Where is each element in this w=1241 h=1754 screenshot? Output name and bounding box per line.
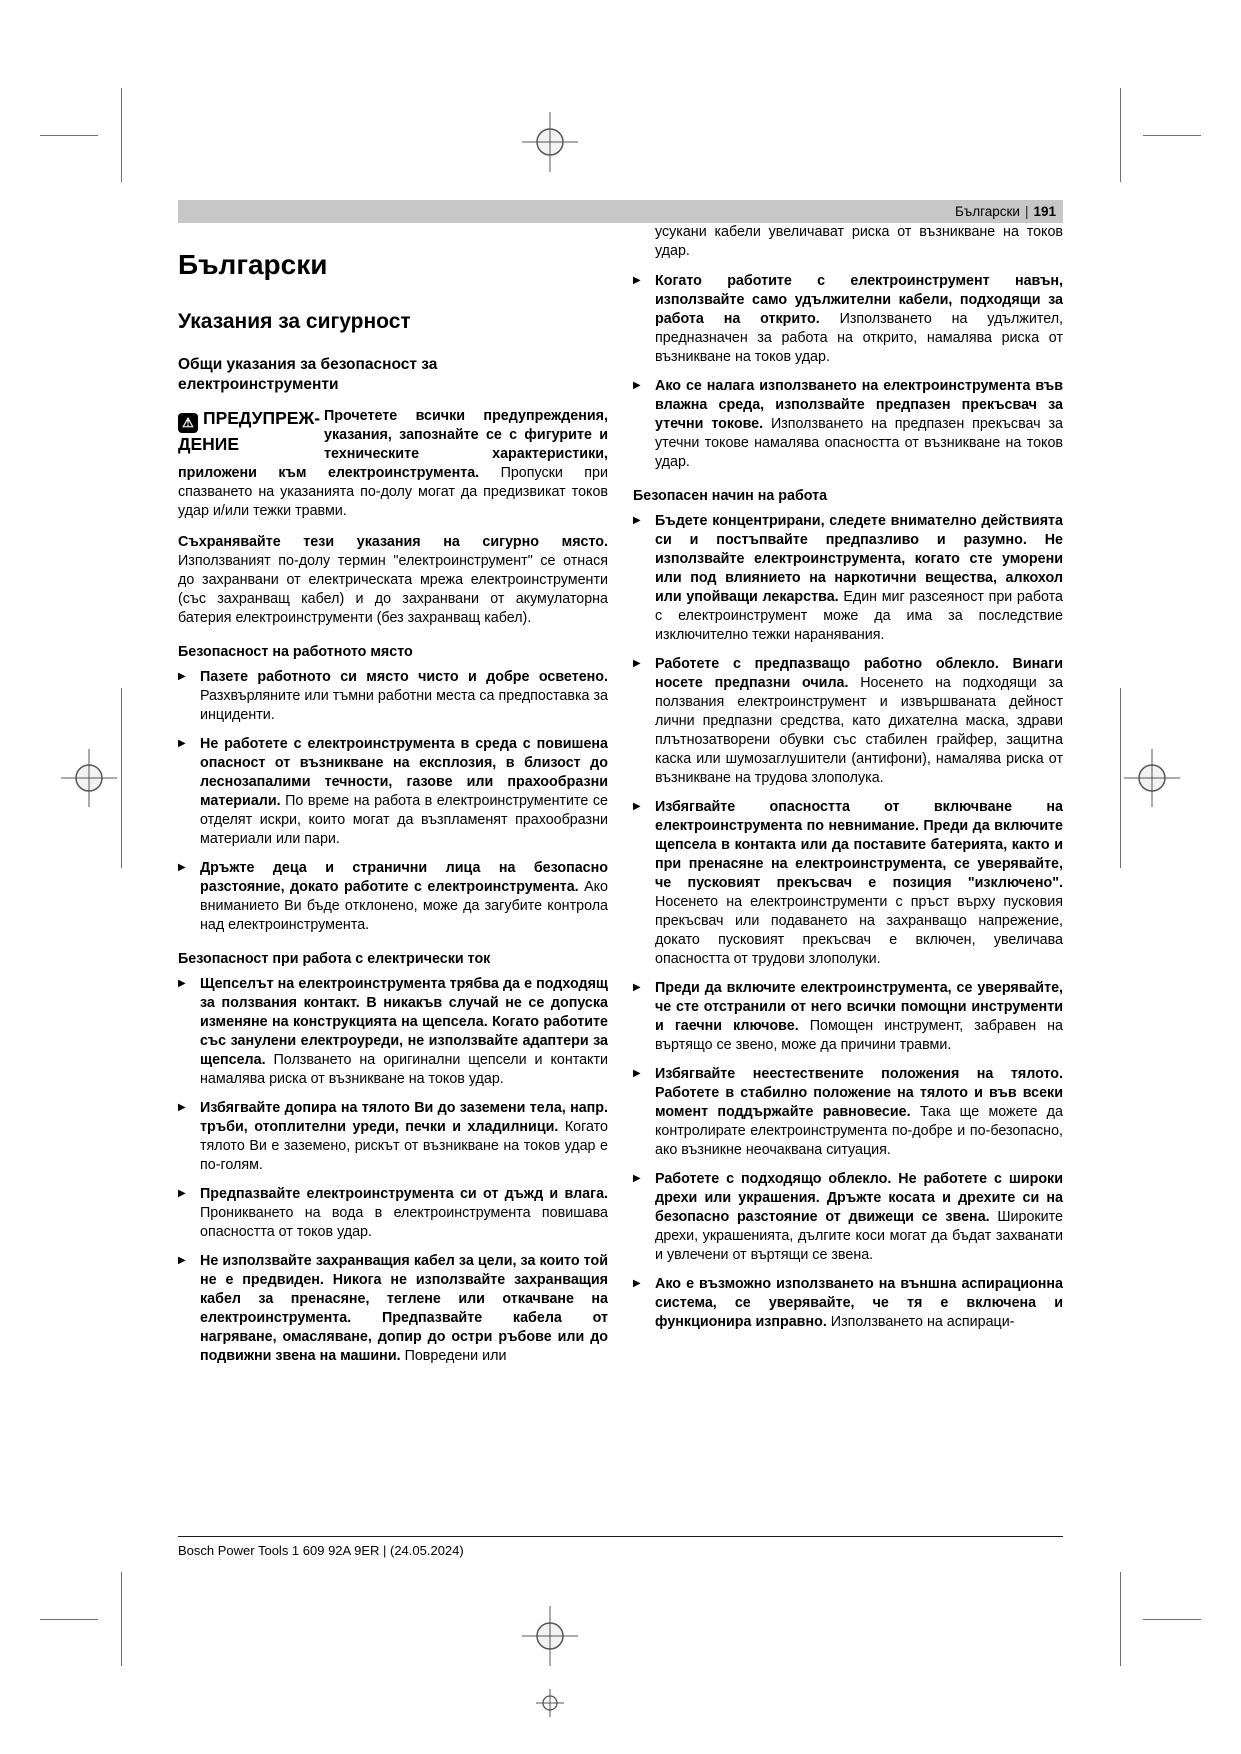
left-column <box>178 223 608 1376</box>
bullet-arrow-icon: ▶ <box>633 801 641 812</box>
workplace-safety-heading: Безопасност на работното място <box>178 643 413 660</box>
keep-instructions-note <box>178 533 608 628</box>
safety-bullet-item <box>178 1185 608 1242</box>
bullet-arrow-icon: ▶ <box>633 1068 641 1079</box>
safety-bullet-item <box>633 1065 1063 1160</box>
keep-note-bold: Съхранявайте тези указания на сигурно място. <box>178 533 608 550</box>
safety-bullet-item <box>178 668 608 725</box>
bullet-arrow-icon: ▶ <box>178 977 186 989</box>
registration-mark-bottom-center-icon <box>521 1606 579 1666</box>
bullet-bold-text: Избягвайте допира на тялото Ви до заземени тела, напр. тръби, отоплителни уреди, печки и хладилници. <box>200 1099 608 1135</box>
bullet-body-text: Носенето на подходящи за ползвания електроинструмент и извършваната дейност лични предпазни средства, като дихателна маска, здрави плътнозатворени обувки със стабилен грайфер, защитна каска или шумозаглушители (антифони), намалява риска от възникване на трудова злополука. <box>655 675 1063 786</box>
warning-label-line1 <box>178 407 324 433</box>
safety-bullet-item <box>178 975 608 1089</box>
bullet-bold-text: Не работете с електроинструмента в среда с повишена опасност от възникване на експлозия, в близост до леснозапалими течности, газове или прахообразни материали. <box>200 735 608 809</box>
two-column-layout <box>178 223 1063 1376</box>
safety-bullet-item <box>633 798 1063 969</box>
warning-box <box>178 407 608 521</box>
warning-triangle-icon: ⚠ <box>178 413 198 433</box>
bullet-bold-text: Предпазвайте електроинструмента си от дъжд и влага. <box>200 1185 608 1202</box>
crop-mark-bottom-left-h <box>40 1619 98 1620</box>
bullet-bold-text: Избягвайте неестествените положения на тялото. Работете в стабилно положение на тялото и във всеки момент поддържайте равновесие. <box>655 1066 1063 1120</box>
header-separator: | <box>1024 204 1029 219</box>
bullet-arrow-icon: ▶ <box>178 861 186 873</box>
footer-text: Bosch Power Tools 1 609 92A 9ER | (24.05.2024) <box>178 1543 464 1558</box>
bullet-arrow-icon: ▶ <box>633 658 641 669</box>
bullet-bold-text: Работете с подходящо облекло. Не работете с широки дрехи или украшения. Дръжте косата и дрехите си на безопасно разстояние от движещи се звена. <box>655 1171 1063 1225</box>
page-title: Български <box>178 249 328 280</box>
keep-note-text: Използваният по-долу термин "електроинструмент" се отнася до захранвани от електрическата мрежа електроинструменти (със захранващ кабел) и до захранвани от акумулаторна батерия електроинструменти (без захранващ кабел). <box>178 552 608 626</box>
warning-word-2: ДЕНИЕ <box>178 433 240 454</box>
bullet-bold-text: Когато работите с електроинструмент навън, използвайте само удължителни кабели, подходящи за работа на открито. <box>655 273 1063 327</box>
right-column <box>633 223 1063 1376</box>
bullet-body-text: Проникването на вода в електроинструмента повишава опасността от токов удар. <box>200 1204 608 1240</box>
bullet-bold-text: Избягвайте опасността от включване на електроинструмента по невнимание. Преди да включите щепсела в контакта или да поставите батерията, както и при пренасяне на електроинструмента, се уверявайте, че пусковият прекъсвач е позиция "изключено". <box>655 799 1063 891</box>
bullet-bold-text: Пазете работното си място чисто и добре осветено. <box>200 668 608 685</box>
bullet-arrow-icon: ▶ <box>178 1101 186 1113</box>
bullet-body-text: Когато тялото Ви е заземено, рискът от възникване на токов удар е по-голям. <box>200 1118 608 1173</box>
crop-mark-bottom-right <box>1120 1572 1121 1666</box>
bullet-arrow-icon: ▶ <box>178 670 186 682</box>
safety-bullet-item <box>633 512 1063 645</box>
bullet-bold-text: Бъдете концентрирани, следете внимателно действията си и постъпвайте предпазливо и разумно. Не използвайте електроинструмента, когато сте уморени или под влиянието на наркотични вещества, алкохол или упойващи лекарства. <box>655 513 1063 605</box>
bullet-body-text: Така ще можете да контролирате електроинструмента по-добре и по-безопасно, ако възникне неочаквана ситуация. <box>655 1104 1063 1158</box>
safety-bullet-item <box>633 272 1063 367</box>
safety-bullet-item <box>633 655 1063 788</box>
safety-bullet-item <box>178 1099 608 1175</box>
bullet-bold-text: Ако се налага използването на електроинструмента във влажна среда, използвайте предпазен прекъсвач за утечни токове. <box>655 378 1063 432</box>
bullet-arrow-icon: ▶ <box>178 1187 186 1199</box>
bullet-bold-text: Не използвайте захранващия кабел за цели, за които той не е предвиден. Никога не използвайте захранващия кабел за пренасяне, теглене или откачване на електроинструмента. Предпазвайте кабела от нагряване, омасляване, допир до остри ръбове или до подвижни звена на машини. <box>200 1252 608 1364</box>
crop-mark-top-right-h <box>1143 135 1201 136</box>
bullet-arrow-icon: ▶ <box>633 515 641 526</box>
bullet-arrow-icon: ▶ <box>633 1173 641 1184</box>
safety-bullet-item <box>633 1275 1063 1332</box>
bullet-body-text: Използването на удължител, предназначен за работа на открито, намалява риска от възникване на токов удар. <box>655 311 1064 365</box>
page-footer <box>178 1536 1063 1558</box>
crop-mark-bottom-left <box>121 1572 122 1666</box>
fold-mark-right <box>1120 688 1121 868</box>
registration-mark-left-icon <box>60 749 118 807</box>
bullet-arrow-icon: ▶ <box>178 1254 186 1266</box>
safety-bullet-item <box>633 377 1063 472</box>
crop-mark-top-left <box>121 88 122 182</box>
header-language-label: Български <box>954 204 1020 219</box>
column-continuation-text: усукани кабели увеличават риска от възникване на токов удар. <box>655 224 1063 259</box>
bullet-arrow-icon: ▶ <box>178 737 186 749</box>
safety-bullet-item <box>178 1252 608 1366</box>
bullet-arrow-icon: ▶ <box>633 275 641 286</box>
safe-working-heading: Безопасен начин на работа <box>633 488 828 504</box>
bullet-body-text: Ако вниманието Ви бъде отклонено, може да загубите контрола над електроинструмента. <box>200 878 608 933</box>
bullet-body-text: Разхвърляните или тъмни работни места са предпоставка за инциденти. <box>200 687 608 723</box>
page-content <box>178 200 1063 1376</box>
registration-mark-top-center-icon <box>521 112 579 172</box>
safety-bullet-item <box>178 859 608 935</box>
registration-target-bottom-icon <box>536 1689 564 1717</box>
bullet-body-text: Помощен инструмент, забравен на въртящо се звено, може да причини травми. <box>655 1018 1063 1053</box>
warning-word-1: ПРЕДУПРЕЖ- <box>203 407 321 428</box>
bullet-arrow-icon: ▶ <box>633 982 641 993</box>
crop-mark-top-right <box>1120 88 1121 182</box>
bullet-body-text: По време на работа в електроинструментите се отделят искри, които могат да възпламенят прахообразни материали или пари. <box>200 792 608 847</box>
fold-mark-left <box>121 688 122 868</box>
bullet-bold-text: Преди да включите електроинструмента, се уверявайте, че сте отстранили от него всички помощни инструменти и гаечни ключове. <box>655 980 1063 1034</box>
bullet-bold-text: Щепселът на електроинструмента трябва да е подходящ за ползвания контакт. В никакъв случай не се допуска изменяне на конструкцията на щепсела. Когато работите със занулени електроуреди, не използвайте адаптери за щепсела. <box>200 975 608 1068</box>
safety-bullet-item <box>633 1170 1063 1265</box>
general-safety-title: Общи указания за безопасност за електроинструменти <box>178 355 438 394</box>
bullet-body-text: Използването на аспираци- <box>830 1314 1015 1330</box>
warning-body-text: Пропуски при спазването на указанията по-долу могат да предизвикат токов удар и/или тежки травми. <box>178 464 608 519</box>
bullet-body-text: Ползването на оригинални щепсели и контакти намалява риска от възникване на токов удар. <box>200 1051 608 1087</box>
bullet-body-text: Използването на предпазен прекъсвач за утечни токове намалява опасността от възникване на токов удар. <box>655 416 1063 470</box>
bullet-body-text: Широките дрехи, украшенията, дългите коси могат да бъдат захванати и увлечени от въртящи се звена. <box>655 1209 1063 1263</box>
bullet-body-text: Един миг разсеяност при работа с електроинструмент може да има за последствие изключително тежки наранявания. <box>655 589 1063 643</box>
warning-bold-text: Прочетете всички предупреждения, указания, запознайте се с фигурите и техническите характеристики, приложени към електроинструмента. <box>178 407 608 481</box>
crop-mark-bottom-right-h <box>1143 1619 1201 1620</box>
header-page-number: 191 <box>1033 204 1056 219</box>
bullet-arrow-icon: ▶ <box>633 1278 641 1289</box>
safety-bullet-item <box>178 735 608 849</box>
bullet-bold-text: Ако е възможно използването на външна аспирационна система, се уверявайте, че тя е включена и функционира изправно. <box>655 1276 1063 1330</box>
safety-instructions-title: Указания за сигурност <box>178 309 411 333</box>
safety-bullet-item <box>633 979 1063 1055</box>
bullet-body-text: Носенето на електроинструменти с пръст върху пусковия прекъсвач или подаването на захранващо напрежение, докато пусковият прекъсвач е включен, увеличава опасността от трудови злополуки. <box>655 894 1063 967</box>
bullet-bold-text: Работете с предпазващо работно облекло. Винаги носете предпазни очила. <box>655 656 1063 691</box>
bullet-arrow-icon: ▶ <box>633 380 641 391</box>
bullet-body-text: Повредени или <box>404 1347 507 1364</box>
crop-mark-top-left-h <box>40 135 98 136</box>
registration-mark-right-icon <box>1123 749 1181 807</box>
bullet-bold-text: Дръжте деца и странични лица на безопасно разстояние, докато работите с електроинструмента. <box>200 859 608 895</box>
page-header <box>178 200 1063 223</box>
electrical-safety-heading: Безопасност при работа с електрически ток <box>178 950 491 967</box>
warning-label <box>178 407 324 456</box>
